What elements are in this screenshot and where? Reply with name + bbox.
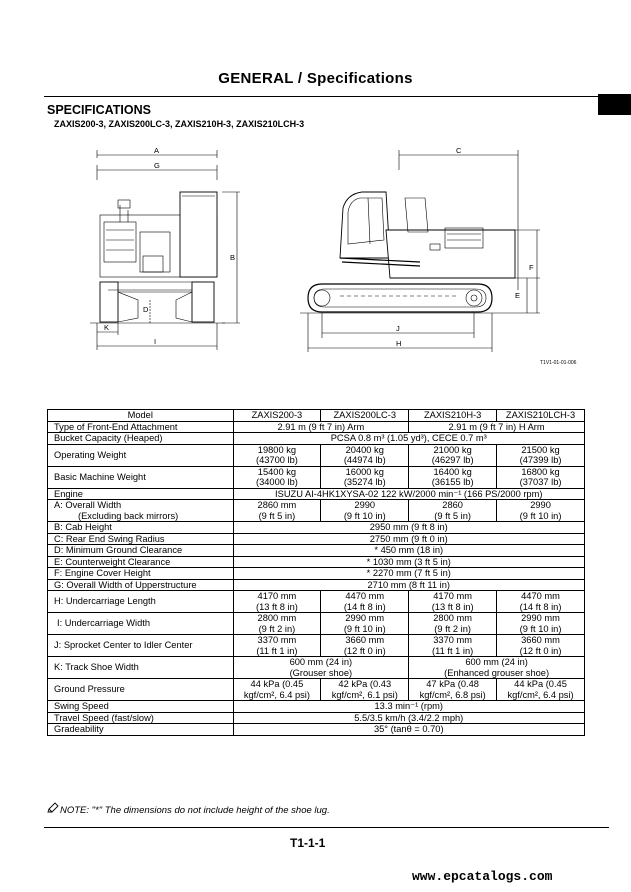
table-row: [48, 712, 585, 724]
rear-view-drawing: [90, 150, 240, 350]
cell-value: [321, 635, 409, 657]
col-header-model-1: ZAXIS200-3: [233, 410, 321, 422]
table-row: [48, 533, 585, 545]
dim-label-h: H: [396, 339, 402, 348]
row-label: Swing Speed: [48, 701, 234, 713]
cell-metric: 2860: [442, 500, 463, 510]
cell-value: [409, 613, 497, 635]
cell-value: [497, 591, 585, 613]
dim-label-b: B: [230, 253, 236, 262]
header-rule: [44, 96, 609, 97]
cell-value: [409, 591, 497, 613]
cell-imperial: (9 ft 5 in): [258, 510, 296, 521]
cell-metric: 42 kPa (0.43: [338, 679, 392, 689]
cell-value: 2750 mm (9 ft 0 in): [233, 533, 585, 545]
cell-value: [409, 657, 585, 679]
cell-value: [233, 635, 321, 657]
side-view-drawing: [300, 150, 540, 352]
row-label: Operating Weight: [48, 444, 234, 466]
cell-value: [233, 657, 409, 679]
col-header-model-3: ZAXIS210H-3: [409, 410, 497, 422]
cell-metric: 15400 kg: [257, 466, 297, 477]
cell-value: 35° (tanθ = 0.70): [233, 724, 585, 736]
cell-imperial: kgf/cm², 6.1 psi): [331, 689, 398, 700]
dim-label-g: G: [154, 161, 160, 170]
cell-imperial: (46297 lb): [431, 455, 474, 465]
cell-value: 13.3 min⁻¹ (rpm): [233, 701, 585, 713]
col-header-model-4: ZAXIS210LCH-3: [497, 410, 585, 422]
cell-metric: 21500 kg: [521, 444, 560, 455]
watermark[interactable]: www.epcatalogs.com: [412, 869, 553, 884]
note-text: NOTE: "*" The dimensions do not include height of the shoe lug.: [60, 805, 330, 816]
row-label: C: Rear End Swing Radius: [48, 533, 234, 545]
cell-value: [497, 613, 585, 635]
table-row: [48, 579, 585, 591]
row-label: Basic Machine Weight: [48, 466, 234, 488]
row-label: G: Overall Width of Upperstructure: [48, 579, 234, 591]
cell-value: 2.91 m (9 ft 7 in) Arm: [233, 421, 409, 433]
cell-imperial: (12 ft 0 in): [519, 645, 562, 656]
cell-value: [409, 466, 497, 488]
dim-label-j: J: [396, 324, 400, 333]
cell-imperial: (44974 lb): [343, 455, 386, 465]
cell-value: [233, 466, 321, 488]
cell-value: * 1030 mm (3 ft 5 in): [233, 556, 585, 568]
row-label: I: Undercarriage Width: [48, 613, 234, 635]
cell-imperial: (47399 lb): [519, 455, 562, 465]
row-label: K: Track Shoe Width: [48, 657, 234, 679]
cell-value: [233, 591, 321, 613]
dim-label-a: A: [154, 146, 160, 155]
row-label: Ground Pressure: [48, 679, 234, 701]
cell-metric: 4470 mm: [345, 591, 385, 601]
cell-imperial: (9 ft 10 in): [343, 623, 386, 634]
page-header-title: GENERAL / Specifications: [218, 70, 413, 87]
table-row: [48, 444, 585, 466]
dimension-diagram: [0, 135, 631, 367]
cell-value: [321, 444, 409, 466]
cell-metric: 2800 mm: [257, 613, 297, 623]
cell-metric: 20400 kg: [345, 444, 384, 455]
cell-value: [409, 444, 497, 466]
cell-value: [233, 613, 321, 635]
row-label: Travel Speed (fast/slow): [48, 712, 234, 724]
cell-value: * 450 mm (18 in): [233, 545, 585, 557]
row-label: [48, 500, 234, 522]
cell-imperial: kgf/cm², 6.4 psi): [243, 689, 310, 700]
row-label: H: Undercarriage Length: [48, 591, 234, 613]
row-label: F: Engine Cover Height: [48, 568, 234, 580]
table-row: [48, 488, 585, 500]
cell-value: [321, 613, 409, 635]
cell-metric: 4470 mm: [521, 591, 560, 601]
cell-metric: 47 kPa (0.48: [426, 679, 479, 689]
table-row: [48, 556, 585, 568]
cell-metric: 16400 kg: [433, 466, 472, 477]
cell-value: [233, 500, 321, 522]
cell-metric: 3660 mm: [521, 635, 560, 645]
cell-imperial: (13 ft 8 in): [255, 601, 298, 612]
col-header-model-2: ZAXIS200LC-3: [321, 410, 409, 422]
row-label: Type of Front-End Attachment: [48, 421, 234, 433]
table-row: [48, 591, 585, 613]
cell-sub: (Enhanced grouser shoe): [444, 667, 550, 678]
figure-id: T1V1-01-01-006: [540, 360, 577, 366]
cell-imperial: (9 ft 10 in): [519, 623, 562, 634]
cell-imperial: (11 ft 1 in): [256, 645, 298, 656]
cell-metric: 44 kPa (0.45: [514, 679, 567, 689]
cell-imperial: kgf/cm², 6.4 psi): [507, 689, 574, 700]
cell-value: ISUZU AI-4HK1XYSA-02 122 kW/2000 min⁻¹ (166 PS/2000 rpm): [233, 488, 585, 500]
cell-metric: 19800 kg: [257, 444, 297, 455]
cell-imperial: (9 ft 2 in): [434, 623, 471, 634]
cell-metric: 44 kPa (0.45: [250, 679, 304, 689]
dim-label-d: D: [143, 305, 149, 314]
table-row: [48, 421, 585, 433]
cell-metric: 16800 kg: [521, 466, 560, 477]
cell-imperial: (37037 lb): [519, 477, 562, 487]
cell-metric: 3370 mm: [433, 635, 473, 645]
row-label: E: Counterweight Clearance: [48, 556, 234, 568]
cell-imperial: (9 ft 10 in): [343, 510, 386, 521]
cell-value: [497, 466, 585, 488]
cell-imperial: (14 ft 8 in): [519, 601, 562, 612]
table-row: [48, 500, 585, 522]
cell-metric: 2800 mm: [433, 613, 473, 623]
cell-metric: 4170 mm: [257, 591, 297, 601]
row-label: D: Minimum Ground Clearance: [48, 545, 234, 557]
dim-label-i: I: [154, 337, 157, 346]
cell-value: [321, 591, 409, 613]
pencil-icon: [47, 802, 60, 816]
footer-rule: [44, 827, 609, 828]
note: [47, 802, 330, 816]
section-title: SPECIFICATIONS: [47, 103, 151, 117]
cell-value: 5.5/3.5 km/h (3.4/2.2 mph): [233, 712, 585, 724]
cell-metric: 4170 mm: [433, 591, 473, 601]
table-row: [48, 679, 585, 701]
cell-imperial: (34000 lb): [255, 477, 298, 487]
dim-label-c: C: [456, 146, 462, 155]
table-row: [48, 657, 585, 679]
cell-imperial: (14 ft 8 in): [343, 601, 386, 612]
row-label: B: Cab Height: [48, 522, 234, 534]
cell-value: PCSA 0.8 m³ (1.05 yd³), CECE 0.7 m³: [233, 433, 585, 445]
cell-value: [233, 444, 321, 466]
cell-value: [321, 466, 409, 488]
row-label: Engine: [48, 488, 234, 500]
section-edge-tab: [598, 94, 631, 115]
table-header-row: [48, 410, 585, 422]
dim-label-k: K: [104, 323, 110, 332]
cell-value: * 2270 mm (7 ft 5 in): [233, 568, 585, 580]
cell-value: [497, 444, 585, 466]
cell-metric: 2860 mm: [257, 500, 297, 510]
cell-metric: 3660 mm: [345, 635, 385, 645]
table-row: [48, 724, 585, 736]
cell-imperial: (9 ft 10 in): [519, 510, 562, 521]
cell-metric: 16000 kg: [345, 466, 384, 477]
table-row: [48, 522, 585, 534]
cell-value: [409, 679, 497, 701]
cell-metric: 2990: [530, 500, 551, 510]
cell-imperial: (36155 lb): [431, 477, 474, 487]
cell-metric: 21000 kg: [433, 444, 472, 455]
col-header-model: Model: [48, 410, 234, 422]
cell-imperial: (35274 lb): [343, 477, 386, 487]
cell-value: [497, 679, 585, 701]
cell-metric: 2990: [354, 500, 376, 510]
model-list: ZAXIS200-3, ZAXIS200LC-3, ZAXIS210H-3, ZAXIS210LCH-3: [54, 119, 305, 129]
cell-sub: (Grouser shoe): [289, 667, 353, 678]
table-row: [48, 635, 585, 657]
cell-imperial: (12 ft 0 in): [343, 645, 386, 656]
cell-value: [497, 635, 585, 657]
cell-imperial: (11 ft 1 in): [432, 645, 474, 656]
cell-metric: 600 mm (24 in): [289, 657, 353, 667]
cell-value: [409, 500, 497, 522]
table-row: [48, 613, 585, 635]
cell-imperial: (9 ft 2 in): [258, 623, 296, 634]
cell-value: 2950 mm (9 ft 8 in): [233, 522, 585, 534]
row-label-sub: (Excluding back mirrors): [78, 510, 179, 521]
cell-metric: 2990 mm: [345, 613, 385, 623]
table-row: [48, 433, 585, 445]
table-row: [48, 568, 585, 580]
cell-value: [321, 500, 409, 522]
spec-table: [47, 409, 585, 736]
cell-value: [497, 500, 585, 522]
cell-metric: 3370 mm: [257, 635, 297, 645]
cell-value: [233, 679, 321, 701]
cell-imperial: (13 ft 8 in): [431, 601, 474, 612]
row-label: Gradeability: [48, 724, 234, 736]
page-number: T1-1-1: [290, 836, 326, 850]
cell-metric: 600 mm (24 in): [465, 657, 528, 667]
table-row: [48, 701, 585, 713]
cell-metric: 2990 mm: [521, 613, 560, 623]
cell-imperial: (9 ft 5 in): [434, 510, 471, 521]
row-label: Bucket Capacity (Heaped): [48, 433, 234, 445]
cell-imperial: kgf/cm², 6.8 psi): [419, 689, 486, 700]
dim-label-e: E: [515, 291, 521, 300]
cell-value: [409, 635, 497, 657]
cell-imperial: (43700 lb): [255, 455, 298, 465]
cell-value: 2.91 m (9 ft 7 in) H Arm: [409, 421, 585, 433]
cell-value: 2710 mm (8 ft 11 in): [233, 579, 585, 591]
dim-label-f: F: [529, 263, 534, 272]
table-row: [48, 466, 585, 488]
row-label-main: A: Overall Width: [54, 500, 122, 510]
row-label: J: Sprocket Center to Idler Center: [48, 635, 234, 657]
cell-value: [321, 679, 409, 701]
table-row: [48, 545, 585, 557]
